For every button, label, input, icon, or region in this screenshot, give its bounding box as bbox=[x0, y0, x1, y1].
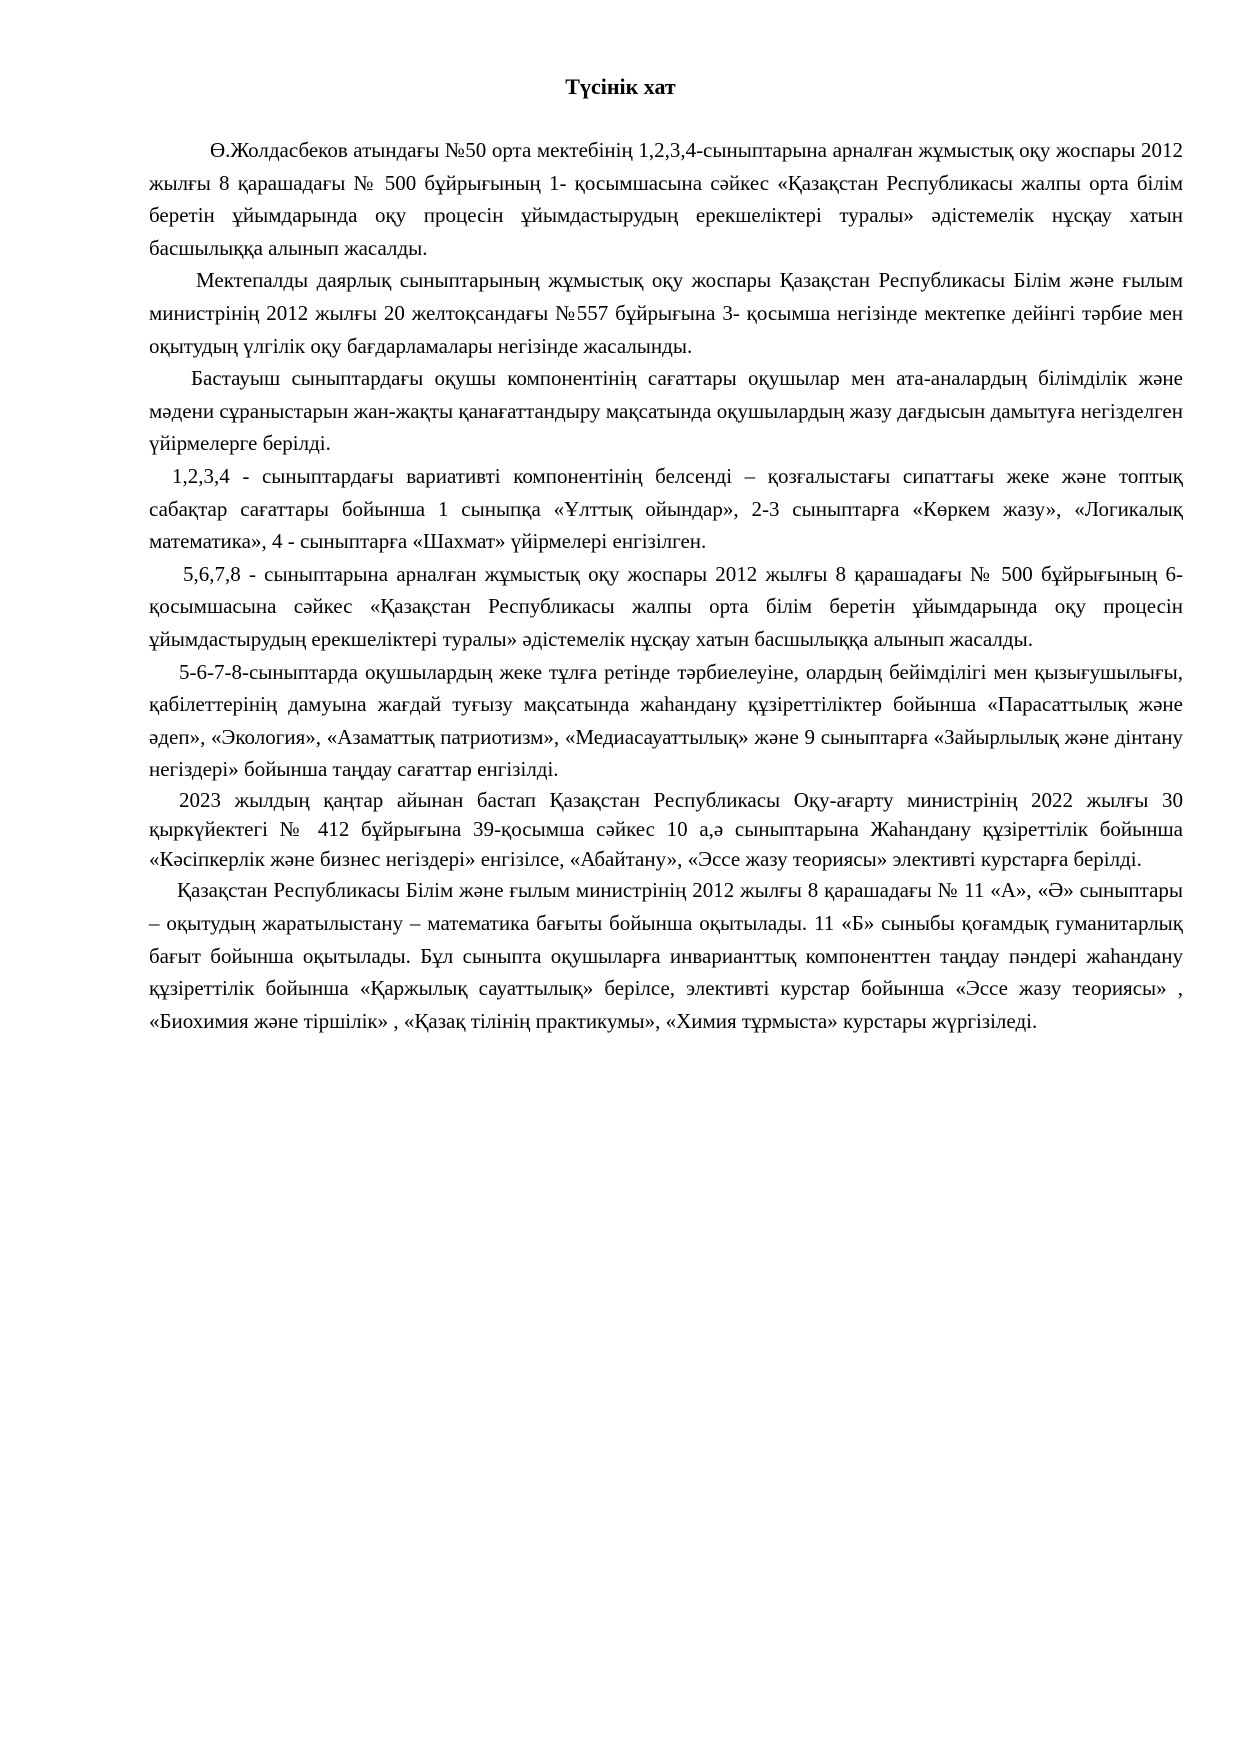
document-body bbox=[149, 134, 1183, 1037]
paragraph-3: Бастауыш сыныптардағы оқушы компонентінің сағаттары оқушылар мен ата-аналардың білімділік және мәдени сұраныстарын жан-жақты қанағаттандыру мақсатында оқушылардың жазу дағдысын дамытуға негізделген үйірмелерге берілді. bbox=[149, 366, 1183, 456]
paragraph-1: Ө.Жолдасбеков атындағы №50 орта мектебінің 1,2,3,4-сыныптарына арналған жұмыстық оқу жоспары 2012 жылғы 8 қарашадағы № 500 бұйрығының 1- қосымшасына сәйкес «Қазақстан Республикасы жалпы орта білім беретін ұйымдарында оқу процесін ұйымдастырудың ерекшеліктері туралы» әдістемелік нұсқау хатын басшылыққа алынып жасалды. bbox=[149, 138, 1183, 260]
document-title: Түсінік хат bbox=[565, 74, 676, 99]
paragraph-7: 2023 жылдың қаңтар айынан бастап Қазақстан Республикасы Оқу-ағарту министрінің 2022 жылғы 30 қыркүйектегі № 412 бұйрығына 39-қосымша сәйкес 10 а,ә сыныптарына Жаһандану құзіреттілік бойынша «Кәсіпкерлік және бизнес негіздері» енгізілсе, «Абайтану», «Эссе жазу теориясы» элективті курстарға берілді. bbox=[149, 787, 1183, 871]
paragraph-4: 1,2,3,4 - сыныптардағы вариативті компонентінің белсенді – қозғалыстағы сипаттағы жеке және топтық сабақтар сағаттары бойынша 1 сыныпқа «Ұлттық ойындар», 2-3 сыныптарға «Көркем жазу», «Логикалық математика», 4 - сыныптарға «Шахмат» үйірмелері енгізілген. bbox=[149, 463, 1183, 554]
paragraph-6: 5-6-7-8-сыныптарда оқушылардың жеке тұлға ретінде тәрбиелеуіне, олардың бейімділігі мен қызығушылығы, қабілеттерінің дамуына жағдай туғызу мақсатында жаһандану құзіреттіліктер бойынша «Парасаттылық және әдеп», «Экология», «Азаматтық патриотизм», «Медиасауаттылық» және 9 сыныптарға «Зайырлылық және дінтану негіздері» бойынша таңдау сағаттар енгізілді. bbox=[149, 659, 1183, 782]
paragraph-5: 5,6,7,8 - сыныптарына арналған жұмыстық оқу жоспары 2012 жылғы 8 қарашадағы № 500 бұйрығының 6- қосымшасына сәйкес «Қазақстан Республикасы жалпы орта білім беретін ұйымдарында оқу процесін ұйымдастырудың ерекшеліктері туралы» әдістемелік нұсқау хатын басшылыққа алынып жасалды. bbox=[149, 561, 1183, 651]
paragraph-2: Мектепалды даярлық сыныптарының жұмыстық оқу жоспары Қазақстан Республикасы Білім және ғылым министрінің 2012 жылғы 20 желтоқсандағы №557 бұйрығына 3- қосымша негізінде мектепке дейінгі тәрбие мен оқытудың үлгілік оқу бағдарламалары негізінде жасалынды. bbox=[149, 268, 1183, 358]
paragraph-8: Қазақстан Республикасы Білім және ғылым министрінің 2012 жылғы 8 қарашадағы № 11 «А», «Ә» сыныптары – оқытудың жаратылыстану – математика бағыты бойынша оқытылады. 11 «Б» сыныбы қоғамдық гуманитарлық бағыт бойынша оқытылады. Бұл сыныпта оқушыларға инварианттық компоненттен таңдау пәндері жаһандану құзіреттілік бойынша «Қаржылық сауаттылық» берілсе, элективті курстар бойынша «Эссе жазу теориясы» , «Биохимия және тіршілік» , «Қазақ тілінің практикумы», «Химия тұрмыста» курстары жүргізіледі. bbox=[149, 878, 1183, 1033]
